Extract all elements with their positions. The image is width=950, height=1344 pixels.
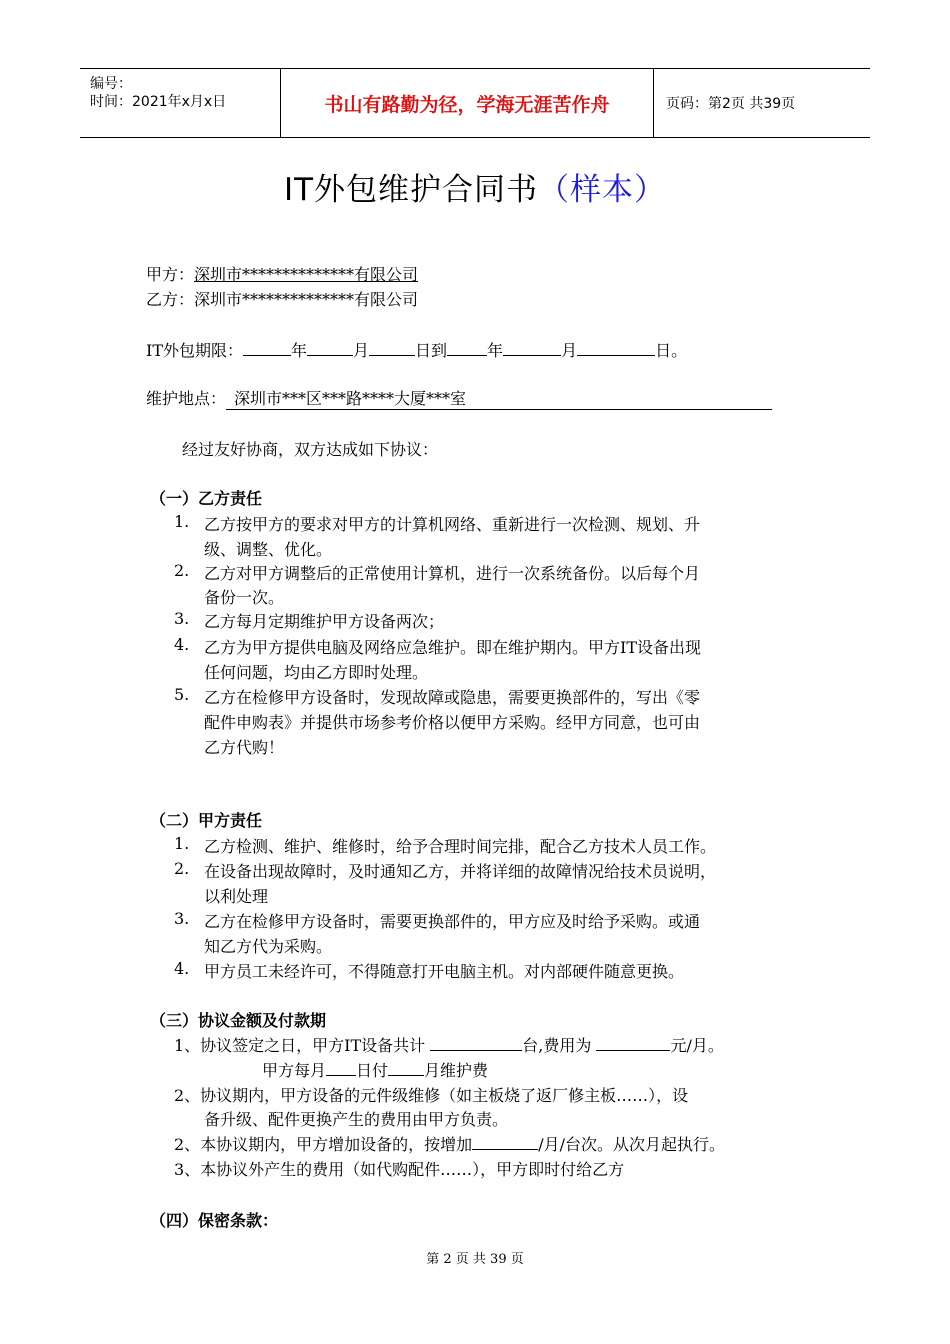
- term-month: 月: [353, 341, 370, 360]
- term-year: 年: [291, 341, 308, 360]
- term-blank: [503, 339, 561, 356]
- payment-blank: [326, 1059, 356, 1076]
- term-blank: [577, 339, 655, 356]
- list-item: 乙方为甲方提供电脑及网络应急维护。即在维护期内。甲方IT设备出现: [204, 638, 701, 657]
- term-blank: [369, 339, 415, 356]
- term-day: 日到: [415, 341, 448, 360]
- party-b: [146, 287, 418, 310]
- term-label: IT外包期限：: [146, 341, 243, 360]
- payment-text: 甲方每月: [262, 1061, 327, 1080]
- title-main: IT外包维护合同书: [283, 172, 539, 208]
- term-line: [146, 338, 687, 361]
- intro-text: 经过友好协商，双方达成如下协议：: [182, 440, 439, 459]
- document-title: [0, 164, 950, 209]
- section2-heading: （二）甲方责任: [150, 811, 263, 830]
- payment-blank: [388, 1059, 424, 1076]
- party-a-value: 深圳市**************有限公司: [194, 265, 419, 284]
- payment-blank: [596, 1034, 670, 1051]
- list-item: 乙方对甲方调整后的正常使用计算机，进行一次系统备份。以后每个月: [204, 564, 701, 583]
- list-item: 配件申购表》并提供市场参考价格以便甲方采购。经甲方同意，也可由: [204, 713, 701, 732]
- list-item: 乙方在检修甲方设备时，需要更换部件的，甲方应及时给予采购。或通: [204, 912, 701, 931]
- list-number: 1.: [174, 512, 190, 531]
- list-item: 在设备出现故障时，及时通知乙方，并将详细的故障情况给技术员说明，: [204, 862, 717, 881]
- location-label: 维护地点：: [146, 389, 227, 408]
- list-number: 4.: [174, 635, 190, 654]
- list-item: 乙方按甲方的要求对甲方的计算机网络、重新进行一次检测、规划、升: [204, 515, 701, 534]
- payment-item-3: [174, 1132, 725, 1155]
- payment-item-2: 2、协议期内，甲方设备的元件级维修（如主板烧了返厂修主板……），设: [174, 1086, 689, 1105]
- list-item: 知乙方代为采购。: [204, 937, 333, 956]
- code-label: 编号：: [90, 76, 132, 92]
- list-number: 2.: [174, 561, 190, 580]
- motto: 书山有路勤为径，学海无涯苦作舟: [281, 69, 654, 137]
- payment-text: /月/台次。从次月起执行。: [538, 1135, 725, 1154]
- payment-item-2-cont: 备升级、配件更换产生的费用由甲方负责。: [204, 1110, 509, 1129]
- term-year: 年: [487, 341, 504, 360]
- list-number: 2.: [174, 859, 190, 878]
- list-number: 1.: [174, 834, 190, 853]
- list-item: 乙方代购！: [204, 738, 285, 757]
- payment-text: 元/月。: [670, 1036, 724, 1055]
- party-a-label: 甲方：: [146, 265, 195, 284]
- payment-text: 台,费用为: [522, 1036, 592, 1055]
- payment-blank: [472, 1133, 538, 1150]
- page-info: 页码：第2页 共39页: [666, 96, 796, 112]
- header-meta: [80, 69, 281, 137]
- list-item: 乙方每月定期维护甲方设备两次；: [204, 612, 445, 631]
- term-blank: [243, 339, 291, 356]
- payment-blank: [430, 1034, 522, 1051]
- list-item: 乙方在检修甲方设备时，发现故障或隐患，需要更换部件的，写出《零: [204, 688, 701, 707]
- list-item: 备份一次。: [204, 588, 285, 607]
- term-blank: [447, 339, 487, 356]
- date-label: 时间：2021年x月x日: [90, 94, 227, 110]
- section4-heading: （四）保密条款：: [150, 1211, 279, 1230]
- list-item: 乙方检测、维护、维修时，给予合理时间完排，配合乙方技术人员工作。: [204, 837, 717, 856]
- list-number: 4.: [174, 959, 190, 978]
- location-line: [146, 386, 772, 410]
- page-footer: 第 2 页 共 39 页: [426, 1252, 524, 1267]
- list-item: 以利处理: [204, 887, 269, 906]
- list-number: 3.: [174, 609, 190, 628]
- payment-item-4: 3、本协议外产生的费用（如代购配件……），甲方即时付给乙方: [174, 1160, 625, 1179]
- term-day: 日。: [655, 341, 688, 360]
- title-suffix: （样本）: [538, 172, 667, 208]
- party-b-label: 乙方：: [146, 290, 195, 309]
- party-a: [146, 262, 418, 285]
- page-header: [80, 68, 870, 138]
- list-item: 甲方员工未经许可，不得随意打开电脑主机。对内部硬件随意更换。: [204, 962, 685, 981]
- list-number: 3.: [174, 909, 190, 928]
- payment-text: 日付: [356, 1061, 389, 1080]
- term-blank: [307, 339, 353, 356]
- section3-heading: （三）协议金额及付款期: [150, 1011, 327, 1030]
- list-number: 5.: [174, 685, 190, 704]
- payment-text: 1、协议签定之日，甲方IT设备共计: [174, 1036, 426, 1055]
- section1-heading: （一）乙方责任: [150, 489, 263, 508]
- payment-item-1-cont: [262, 1058, 488, 1081]
- payment-item-1: [174, 1033, 724, 1056]
- location-value: 深圳市***区***路****大厦***室: [226, 386, 772, 410]
- payment-text: 2、本协议期内，甲方增加设备的，按增加: [174, 1135, 473, 1154]
- list-item: 级、调整、优化。: [204, 540, 333, 559]
- payment-text: 月维护费: [424, 1061, 489, 1080]
- list-item: 任何问题，均由乙方即时处理。: [204, 663, 429, 682]
- party-b-value: 深圳市**************有限公司: [194, 290, 419, 309]
- term-month: 月: [561, 341, 578, 360]
